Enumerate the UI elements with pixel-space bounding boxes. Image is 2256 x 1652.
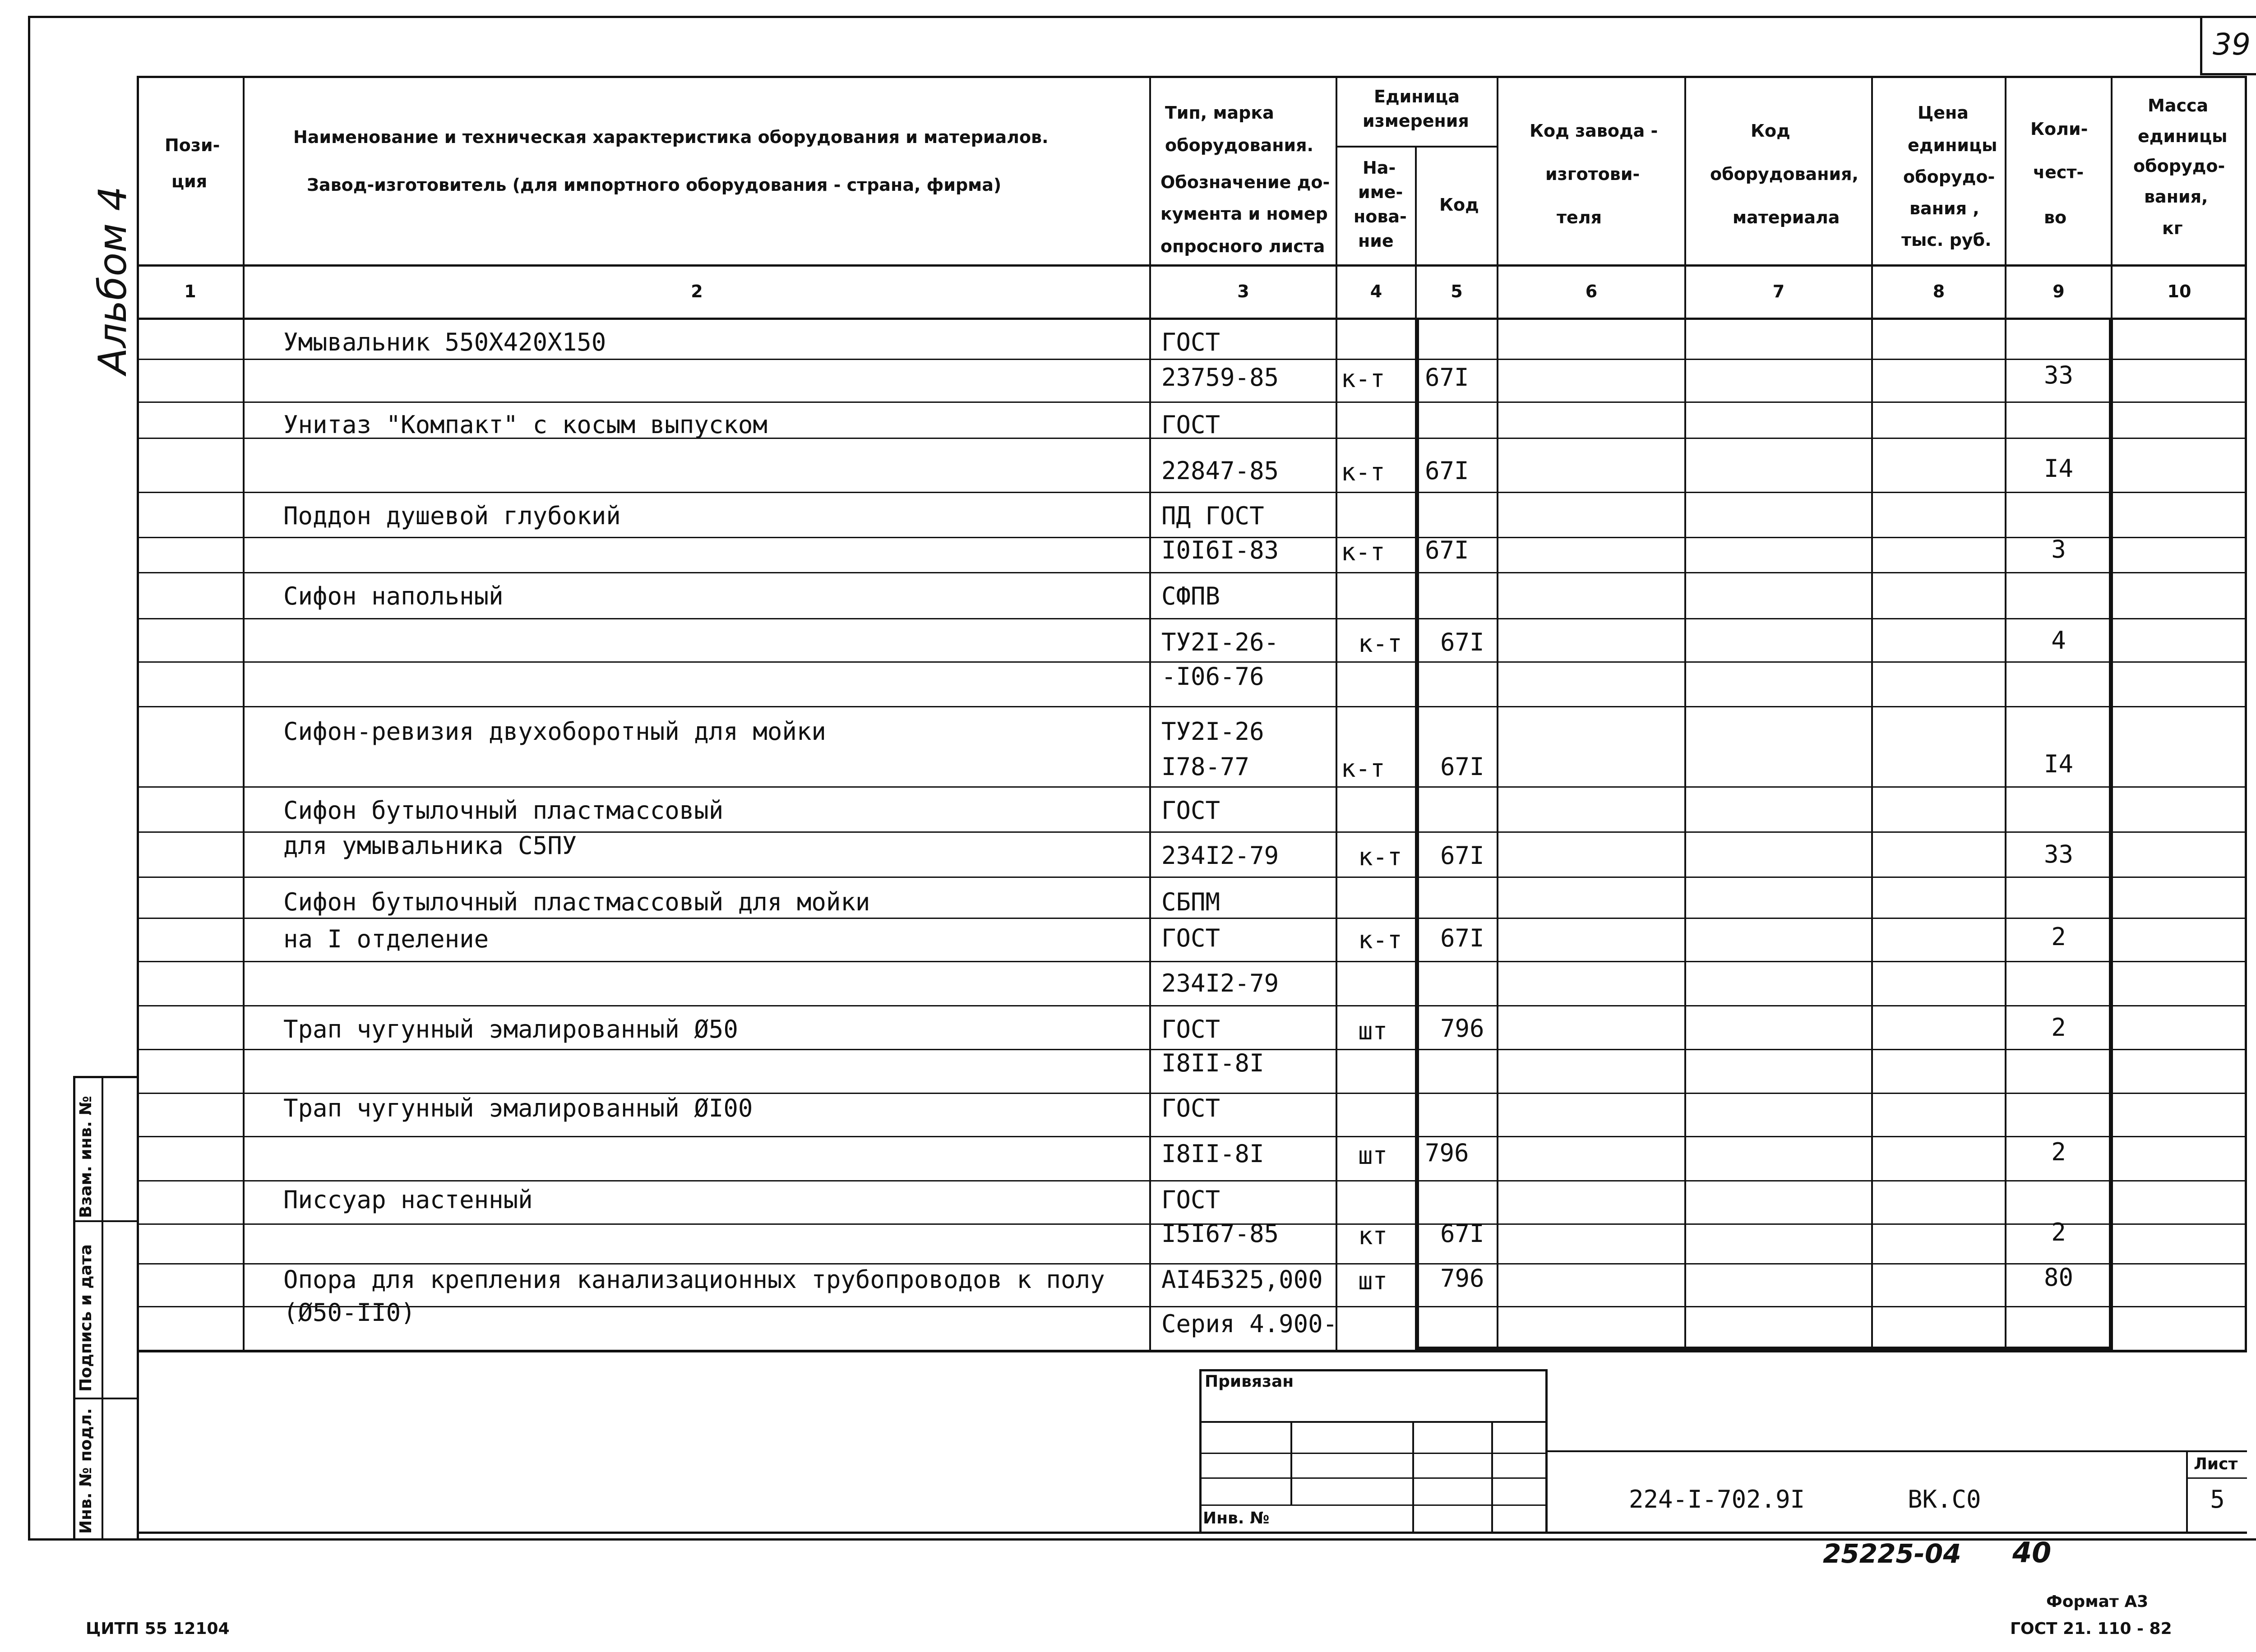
title-block-bottom-line [137,1532,2247,1534]
item-document: ГОСТ [1161,924,1220,952]
left-stamp-row [73,1398,139,1399]
item-document: 22847-85 [1161,457,1279,485]
col-number: 4 [1370,281,1382,301]
left-stamp-row [73,1220,139,1222]
header-col7-line3: материала [1733,208,1840,227]
document-code: 224-I-702.9I [1629,1485,1805,1514]
item-name: Сифон-ревизия двухоборотный для мойки [283,717,826,746]
row-line [137,1136,2247,1137]
list-number: 5 [2210,1485,2225,1514]
header-col3-line5: опросного листа [1160,236,1325,256]
privyazan-row-line [1199,1453,1548,1454]
col-line-2 [1149,76,1151,1352]
header-col6-line2: изготови- [1545,164,1640,184]
item-document: ГОСТ [1161,1186,1220,1214]
privyazan-row-line [1199,1477,1548,1479]
header-col7-line2: оборудования, [1710,164,1858,184]
item-unit: шт [1358,1267,1388,1295]
item-unit: шт [1358,1141,1388,1170]
privyazan-row-line [1199,1421,1548,1423]
header-col10-line3: оборудо- [2133,156,2225,176]
item-document: ГОСТ [1161,1015,1220,1043]
col-line-3 [1336,76,1337,1352]
row-line [137,1180,2247,1181]
item-unit-code: 67I [1440,628,1484,656]
item-quantity: 2 [2051,1138,2066,1166]
citp-label: ЦИТП 55 12104 [86,1620,230,1638]
stamp-podpis-data: Подпись и дата [77,1244,95,1392]
header-col4-line2: име- [1358,182,1403,202]
item-document: ПД ГОСТ [1161,502,1264,530]
unit-split-line [1336,146,1498,148]
header-col8-line3: оборудо- [1903,167,1995,187]
item-unit-code: 67I [1425,363,1469,392]
item-unit-code: 67I [1440,924,1484,952]
item-quantity: 33 [2043,361,2074,389]
thick-box-left [1415,318,1419,1351]
col-number: 1 [184,281,196,301]
col-line-1 [243,76,245,1352]
item-unit-code: 796 [1425,1139,1469,1167]
item-document: СБПМ [1161,888,1220,916]
item-unit-code: 67I [1440,841,1484,870]
header-col10-line2: единицы [2138,126,2228,146]
item-unit-code: 67I [1425,536,1469,564]
item-document: ГОСТ [1161,328,1220,356]
item-name: Сифон бутылочный пластмассовый для мойки [283,888,870,916]
item-unit: к-т [1341,754,1385,783]
row-line [137,401,2247,403]
numbers-bottom-line [137,318,2247,320]
item-unit: к-т [1358,926,1402,954]
item-name: для умывальника С5ПУ [283,831,577,860]
row-line [137,618,2247,619]
header-col6-line1: Код завода - [1530,121,1658,141]
col-number: 8 [1932,281,1945,301]
item-document: 234I2-79 [1161,841,1279,870]
item-name: Поддон душевой глубокий [283,502,621,530]
document-mark: ВК.С0 [1908,1485,1981,1514]
format-label: Формат А3 [2046,1592,2149,1611]
item-name: Унитаз "Компакт" с косым выпуском [283,411,767,439]
header-col2-line2: Завод-изготовитель (для импортного оборудования - страна, фирма) [307,175,1002,195]
item-unit: шт [1358,1017,1388,1045]
list-label: Лист [2194,1455,2238,1473]
item-document: Серия 4.900- [1161,1310,1338,1338]
item-quantity: I4 [2043,454,2074,483]
privyazan-row-line [1199,1504,1548,1506]
item-name: (Ø50-II0) [283,1298,416,1327]
header-col9-line2: чест- [2033,162,2084,182]
header-bottom-line [137,264,2247,267]
item-document: ГОСТ [1161,411,1220,439]
header-col2-line1: Наименование и техническая характеристика оборудования и материалов. [293,127,1049,147]
stamp-inv-podl: Инв. № подл. [77,1408,95,1534]
header-col8-line1: Цена [1918,103,1969,123]
header-col1-line1: Пози- [165,135,220,155]
item-document: ТУ2I-26 [1161,717,1264,746]
item-unit: к-т [1358,629,1402,658]
header-col5: Код [1439,195,1479,215]
header-col8-line4: вания , [1909,198,1979,218]
row-line [137,1005,2247,1006]
item-unit: к-т [1341,365,1385,393]
item-document: I8II-8I [1161,1049,1264,1077]
row-line [137,359,2247,360]
header-col10-line4: вания, [2144,187,2208,207]
item-name: на I отделение [283,925,489,953]
col-line-6 [1684,76,1686,1352]
item-document: ГОСТ [1161,796,1220,825]
item-unit-code: 67I [1425,457,1469,485]
item-name: Трап чугунный эмалированный ØI00 [283,1094,753,1122]
header-col3-line4: кумента и номер [1160,204,1328,224]
item-unit: к-т [1341,458,1385,486]
gost-label: ГОСТ 21. 110 - 82 [2010,1620,2172,1638]
header-col3-line2: оборудования. [1165,135,1313,155]
handwritten-page-number: 40 [2012,1536,2052,1569]
item-quantity: 2 [2051,1218,2066,1246]
item-document: 23759-85 [1161,363,1279,392]
col-line-7 [1871,76,1873,1352]
item-document: АI4Б325,000 [1161,1265,1323,1294]
row-line [137,918,2247,919]
header-col3-line3: Обозначение до- [1160,172,1330,192]
item-quantity: 33 [2043,840,2074,868]
header-col7-line1: Код [1751,121,1790,141]
header-col9-line1: Коли- [2030,119,2088,139]
privyazan-label: Привязан [1205,1372,1294,1391]
row-line [137,877,2247,878]
header-col9-line3: во [2044,208,2067,227]
list-box-mid [2186,1477,2247,1479]
item-quantity: 2 [2051,1013,2066,1042]
row-line [137,786,2247,788]
album-title: Альбом 4 [90,186,135,374]
item-quantity: 3 [2051,535,2066,563]
col-number: 10 [2167,281,2191,301]
item-name: Сифон бутылочный пластмассовый [283,796,724,825]
corner-page-number: 39 [2213,27,2251,62]
item-quantity: 4 [2051,626,2066,655]
item-document: СФПВ [1161,582,1220,610]
row-line [137,572,2247,573]
row-line [137,1306,2247,1307]
item-quantity: 2 [2051,923,2066,951]
header-col4-line1: На- [1363,158,1396,178]
item-unit: к-т [1358,843,1402,871]
row-line [137,492,2247,493]
item-unit: к-т [1341,538,1385,566]
item-document: ГОСТ [1161,1094,1220,1122]
col-number: 6 [1585,281,1598,301]
privyazan-col-line [1412,1421,1414,1534]
col-number: 3 [1237,281,1249,301]
header-col8-line2: единицы [1908,135,1997,155]
privyazan-col-line [1491,1421,1493,1534]
stamp-vzam-inv: Взам. инв. № [77,1096,95,1218]
row-line [137,706,2247,707]
item-name: Писсуар настенный [283,1186,533,1214]
col-number: 9 [2053,281,2065,301]
item-unit-code: 796 [1440,1014,1484,1043]
header-col6-line3: теля [1557,208,1602,227]
row-line [137,1263,2247,1264]
title-block-top-line [137,1350,2247,1352]
header-col1-line2: ция [171,171,208,191]
col-number: 7 [1772,281,1785,301]
header-unit-line2: измерения [1363,111,1469,131]
item-document: I0I6I-83 [1161,536,1279,564]
item-unit: кт [1358,1222,1388,1250]
item-document: 234I2-79 [1161,969,1279,997]
header-col10-line5: кг [2162,218,2183,238]
handwritten-order-number: 25225-04 [1823,1538,1961,1569]
item-name: Трап чугунный эмалированный Ø50 [283,1015,738,1043]
header-col4-line4: ние [1358,231,1394,251]
item-unit-code: 67I [1440,752,1484,781]
header-col3-line1: Тип, марка [1165,103,1274,123]
header-col8-line5: тыс. руб. [1901,230,1992,250]
col-number: 5 [1451,281,1463,301]
item-name: Умывальник 550Х420Х150 [283,328,606,356]
item-unit-code: 796 [1440,1264,1484,1292]
header-col4-line3: нова- [1354,207,1407,226]
item-document: ТУ2I-26- [1161,628,1279,656]
item-unit-code: 67I [1440,1219,1484,1248]
item-document: I5I67-85 [1161,1219,1279,1248]
item-name: Опора для крепления канализационных трубопроводов к полу [283,1265,1105,1294]
left-stamp-split [102,1076,103,1541]
item-quantity: I4 [2043,750,2074,778]
item-document: I8II-8I [1161,1140,1264,1168]
header-col10-line1: Масса [2148,96,2209,115]
item-document: -I06-76 [1161,662,1264,691]
inv-no-label: Инв. № [1203,1509,1270,1527]
col-number: 2 [691,281,703,301]
item-document: I78-77 [1161,752,1250,781]
item-name: Сифон напольный [283,582,504,610]
header-unit-line1: Единица [1374,87,1460,106]
row-line [137,961,2247,962]
doc-code-top-line [1548,1450,2247,1452]
privyazan-col-line [1290,1421,1292,1504]
col-line-5 [1497,76,1498,1352]
item-quantity: 80 [2043,1263,2074,1292]
